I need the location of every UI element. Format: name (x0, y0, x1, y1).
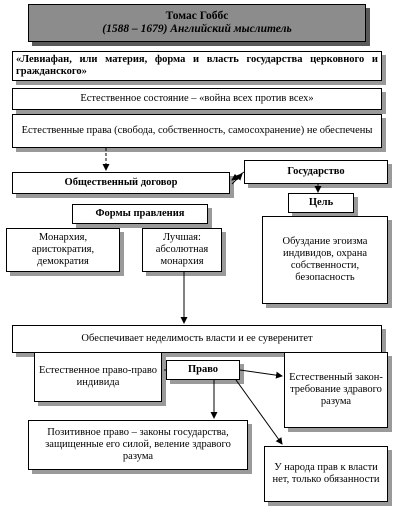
leviathan-box (12, 51, 382, 81)
title-box (28, 4, 366, 42)
monarchy-text: Монархия, аристократия, демократия (31, 232, 95, 267)
arrow-law-to-natural-law (240, 370, 282, 376)
goal-text-box (262, 216, 388, 304)
natural-state-text: Естественное состояние – «война всех против всех» (80, 93, 314, 104)
law-text: Право (187, 364, 219, 375)
indivisibility-text: Обеспечивает неделимость власти и ее суверенитет (81, 333, 313, 344)
forms-text: Формы правления (95, 208, 185, 219)
indivisibility-box (12, 325, 382, 353)
social-contract-text: Общественный договор (64, 177, 178, 188)
natural-rights-box (12, 114, 382, 148)
arrow-contract-to-state (232, 174, 242, 184)
author-subtitle: (1588 – 1679) Английский мыслитель (102, 23, 292, 35)
state-box (244, 160, 388, 184)
positive-law-box (28, 420, 248, 470)
leviathan-text: «Левиафан, или материя, форма и власть государства церковного и гражданского» (16, 54, 378, 77)
social-contract-box (12, 172, 230, 194)
best-form-box (142, 228, 222, 272)
positive-law-text: Позитивное право – законы государства, защищенные его силой, веление здравого разума (45, 427, 231, 462)
goal-box (288, 193, 354, 213)
law-box (166, 360, 240, 380)
forms-box (72, 204, 208, 224)
state-text: Государство (287, 166, 345, 177)
natural-right-box (34, 352, 162, 402)
natural-state-box (12, 88, 382, 110)
people-text: У народа прав к власти нет, только обязанности (272, 462, 380, 485)
natural-rights-text: Естественные права (свобода, собственность, самосохранение) не обеспечены (21, 125, 373, 136)
author-name: Томас Гоббс (165, 10, 229, 22)
arrow-state-to-contract (232, 172, 244, 180)
natural-right-text: Естественное право-право индивида (38, 365, 158, 388)
people-box (264, 446, 388, 502)
natural-law-box (284, 352, 388, 428)
best-form-text: Лучшая: абсолютная монархия (155, 232, 209, 267)
monarchy-box (6, 228, 120, 272)
goal-description: Обуздание эгоизма индивидов, охрана собственности, безопасность (282, 236, 368, 283)
goal-text: Цель (308, 197, 334, 208)
natural-law-text: Естественный закон-требование здравого разума (289, 372, 383, 407)
